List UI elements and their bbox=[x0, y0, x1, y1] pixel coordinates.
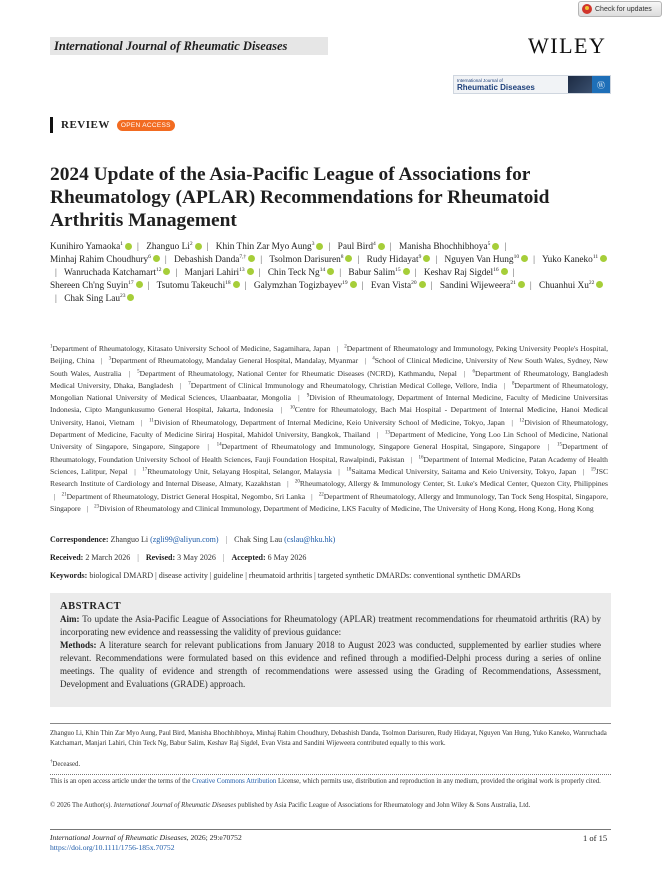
author-affiliation-mark: 12 bbox=[155, 266, 162, 273]
affiliation-separator: | bbox=[100, 356, 103, 366]
author[interactable] bbox=[254, 281, 357, 291]
keywords bbox=[50, 571, 610, 580]
affiliation-number: 5 bbox=[137, 369, 140, 375]
affiliation-separator: | bbox=[503, 380, 506, 390]
author-separator: | bbox=[389, 242, 392, 252]
orcid-icon[interactable] bbox=[600, 255, 607, 262]
affiliation-separator: | bbox=[336, 344, 339, 353]
license-post: License, which permits use, distribution and reproduction in any medium, provided the original work is properly cited. bbox=[278, 778, 601, 785]
affiliation-number: 18 bbox=[346, 467, 352, 473]
author-name: Minhaj Rahim Choudhury bbox=[50, 254, 149, 265]
correspondence-email-1[interactable]: (zgli99@aliyun.com) bbox=[150, 535, 219, 544]
affiliation-separator: | bbox=[511, 417, 513, 427]
author[interactable] bbox=[157, 281, 240, 291]
author-name: Tsutomu Takeuchi bbox=[156, 280, 226, 291]
affiliation-separator: | bbox=[54, 491, 56, 501]
wiley-logo-icon: Ⓦ bbox=[592, 76, 610, 94]
keywords-label: Keywords: bbox=[50, 571, 88, 580]
author-name: Keshav Raj Sigdel bbox=[423, 267, 494, 278]
article-type-label: REVIEW bbox=[61, 119, 110, 131]
author[interactable] bbox=[174, 255, 255, 265]
author[interactable] bbox=[216, 242, 324, 252]
affiliation-text: Department of Rheumatology, District General Hospital, Negombo, Sri Lanka bbox=[66, 491, 306, 501]
affiliation-text: Rheumatology, Allergy & Immunology Center, St. Luke's Medical Center, Quezon City, Philippines bbox=[299, 479, 608, 489]
affiliation-text: Department of Rheumatology and Immunology, Peking University People's Hospital, Beijing, China bbox=[50, 344, 608, 366]
affiliation bbox=[295, 479, 608, 488]
affiliation-text: Department of Medicine, Yong Loo Lin School of Medicine, National University of Singapore, Singapore, Singapore bbox=[50, 430, 609, 452]
author-separator: | bbox=[55, 293, 57, 304]
page-footer-divider bbox=[50, 829, 611, 830]
affiliation-number: 13 bbox=[384, 430, 390, 436]
affiliation-text: Department of Rheumatology, Bangladesh Medical University, Dhaka, Bangladesh bbox=[50, 368, 608, 390]
author-name: Chuanhui Xu bbox=[539, 280, 589, 291]
keyword: biological DMARD bbox=[89, 571, 154, 580]
affiliation-text: Department of Rheumatology, Allergy and Immunology, Tan Tock Seng Hospital, Singapore, Singapore bbox=[50, 491, 609, 513]
affiliation-text: Department of Rheumatology, Mandalay General Hospital, Mandalay, Myanmar bbox=[111, 356, 359, 366]
methods-text: A literature search for relevant publications from January 2018 to August 2023 was conducted, supplemented by earlier studies where relevant. Recommendations were formulated based on this evidence and refined through a modified-Delphi process during a series of online meetings. The quality of evidence and strength of recommendations were assessed using the Grading of Recommendations, Assessment, Development and Evaluations (GRADE) approach. bbox=[60, 640, 601, 689]
author-name: Yuko Kaneko bbox=[541, 254, 593, 265]
correspondence-label: Correspondence: bbox=[50, 535, 109, 544]
author-name: Chak Sing Lau bbox=[64, 293, 120, 304]
keyword: disease activity bbox=[158, 571, 208, 580]
affiliation-number: 17 bbox=[142, 467, 148, 473]
author-affiliation-mark: 16 bbox=[493, 266, 499, 273]
affiliation-number: 2 bbox=[344, 344, 347, 350]
keyword: guideline bbox=[213, 571, 244, 580]
author-separator: | bbox=[361, 280, 364, 291]
author-separator: | bbox=[258, 267, 261, 278]
author-separator: | bbox=[55, 267, 57, 278]
author-affiliation-mark: 23 bbox=[119, 292, 126, 299]
author-affiliation-mark: 21 bbox=[510, 279, 516, 286]
deceased-text: Deceased. bbox=[52, 761, 81, 768]
author-list bbox=[50, 241, 610, 306]
author[interactable] bbox=[64, 294, 134, 304]
author-affiliation-mark: 13 bbox=[239, 266, 245, 273]
affiliation-separator: | bbox=[298, 393, 300, 403]
author[interactable] bbox=[269, 255, 352, 265]
cc-license-link[interactable]: Creative Commons Attribution bbox=[192, 778, 277, 785]
journal-cover-image bbox=[568, 76, 592, 94]
separator: | bbox=[222, 553, 225, 562]
author-affiliation-mark: 19 bbox=[342, 279, 348, 286]
author-affiliation-mark: 11 bbox=[592, 253, 599, 260]
author-affiliation-mark: 2 bbox=[189, 240, 193, 247]
author-affiliation-mark: 3 bbox=[311, 240, 315, 247]
equal-contribution-note: Zhanguo Li, Khin Thin Zar Myo Aung, Paul Bird, Manisha Bhochhibhoya, Minhaj Rahim Choudhury, Debashish Danda, Tsolmon Darisuren, Rudy Hidayat, Nguyen Van Hung, Yuko Kaneko, Wanruchada Katchamart, Manjari Lahiri, Chin Teck Ng, Babur Salim, Keshav Raj Sigdel, Evan Vista and Sandini Wijeweera contributed equally to this work. bbox=[50, 730, 607, 748]
author[interactable] bbox=[424, 268, 508, 278]
deceased-note bbox=[50, 760, 610, 770]
keyword: targeted synthetic DMARDs: conventional synthetic DMARDs bbox=[317, 571, 521, 580]
affiliation bbox=[346, 467, 576, 476]
orcid-icon[interactable] bbox=[127, 294, 134, 301]
author-affiliation-mark: 15 bbox=[395, 266, 401, 273]
author[interactable] bbox=[268, 268, 334, 278]
affiliation-separator: | bbox=[141, 417, 143, 427]
orcid-icon[interactable] bbox=[136, 281, 143, 288]
affiliation-separator: | bbox=[547, 442, 550, 452]
affiliation-number: 12 bbox=[519, 418, 525, 424]
keyword-separator: | bbox=[312, 571, 318, 580]
license-divider bbox=[50, 774, 611, 775]
orcid-icon[interactable] bbox=[403, 268, 410, 275]
correspondence bbox=[50, 535, 610, 544]
affiliation-text: Department of Rheumatology, Kitasato University School of Medicine, Sagamihara, Japan bbox=[52, 344, 331, 353]
author[interactable] bbox=[185, 268, 254, 278]
author-affiliation-mark: 8 bbox=[340, 253, 344, 260]
affiliation-number: 20 bbox=[294, 479, 300, 485]
abstract-methods bbox=[60, 639, 601, 691]
copyright-journal: International Journal of Rheumatic Diseases bbox=[113, 802, 237, 809]
author-name: Rudy Hidayat bbox=[366, 254, 419, 265]
license-note bbox=[50, 777, 610, 787]
affiliation-text: Department of Rheumatology, National Center for Rheumatic Diseases (NCRD), Kathmandu, Nepal bbox=[139, 368, 457, 378]
author-name: Manisha Bhochhibhoya bbox=[399, 242, 488, 252]
check-for-updates-label: Check for updates bbox=[595, 5, 652, 13]
affiliation-number: 3 bbox=[108, 356, 112, 362]
author[interactable] bbox=[542, 255, 607, 265]
author-name: Tsolmon Darisuren bbox=[269, 254, 341, 265]
author-affiliation-mark: 17 bbox=[128, 279, 134, 286]
author-separator: | bbox=[339, 267, 342, 278]
author[interactable] bbox=[445, 255, 529, 265]
affiliation bbox=[50, 344, 330, 353]
author-affiliation-mark: 22 bbox=[588, 279, 595, 286]
author-affiliation-mark: 7,† bbox=[239, 253, 247, 260]
separator: | bbox=[225, 535, 228, 544]
keyword: rheumatoid arthritis bbox=[248, 571, 313, 580]
author-affiliation-mark: 18 bbox=[225, 279, 231, 286]
affiliation-text: Division of Rheumatology, Department of Medicine, Faculty of Medicine Siriraj Hospital, Mahidol University, Bangkok, Thailand bbox=[50, 417, 609, 440]
affiliations bbox=[50, 343, 608, 515]
author-affiliation-mark: 20 bbox=[411, 279, 417, 286]
affiliation-text: School of Clinical Medicine, University of New South Wales, Sydney, New South Wales, Australia bbox=[50, 356, 608, 378]
author[interactable] bbox=[338, 242, 385, 252]
license-pre: This is an open access article under the terms of the bbox=[50, 778, 191, 785]
citation-journal: International Journal of Rheumatic Diseases, bbox=[50, 833, 189, 842]
check-for-updates-button[interactable] bbox=[578, 1, 662, 17]
affiliation-separator: | bbox=[287, 479, 289, 489]
affiliation-text: Department of Internal Medicine, Patan Academy of Health Sciences, Lalitpur, Nepal bbox=[50, 454, 608, 476]
affiliation-separator: | bbox=[463, 368, 466, 378]
affiliation-number: 23 bbox=[94, 504, 100, 510]
orcid-icon[interactable] bbox=[518, 281, 525, 288]
affiliation bbox=[188, 381, 497, 390]
affiliation bbox=[109, 356, 359, 365]
affiliation-text: Department of Clinical Immunology and Rheumatology, Christian Medical College, Vellore, India bbox=[190, 380, 498, 390]
author-name: Kunihiro Yamaoka bbox=[50, 242, 121, 252]
author-separator: | bbox=[533, 254, 535, 265]
author-affiliation-mark: 4 bbox=[373, 240, 376, 247]
affiliation-separator: | bbox=[311, 491, 313, 501]
keyword-list bbox=[89, 571, 520, 580]
affiliation-separator: | bbox=[364, 356, 366, 366]
author-name: Evan Vista bbox=[370, 280, 412, 291]
author[interactable] bbox=[371, 281, 426, 291]
author-name: Nguyen Van Hung bbox=[444, 254, 514, 265]
affiliation-text: Rheumatology Unit, Selayang Hospital, Selangor, Malaysia bbox=[147, 466, 332, 476]
orcid-icon[interactable] bbox=[378, 243, 385, 250]
orcid-icon[interactable] bbox=[419, 281, 426, 288]
author[interactable] bbox=[367, 255, 431, 265]
affiliation-number: 9 bbox=[306, 393, 310, 399]
author-separator: | bbox=[137, 242, 139, 252]
affiliation-separator: | bbox=[582, 466, 585, 476]
affiliation-number: 4 bbox=[372, 356, 375, 362]
revised-label: Revised: bbox=[145, 553, 176, 562]
author-separator: | bbox=[175, 267, 178, 278]
keyword-separator: | bbox=[207, 571, 214, 580]
received-label: Received: bbox=[50, 553, 84, 562]
author[interactable] bbox=[50, 242, 132, 252]
affiliation-separator: | bbox=[376, 430, 379, 440]
affiliation-number: 7 bbox=[188, 381, 191, 387]
affiliation-separator: | bbox=[134, 466, 136, 476]
affiliation bbox=[94, 504, 594, 513]
author-name: Babur Salim bbox=[348, 267, 396, 278]
author-separator: | bbox=[512, 267, 515, 278]
crossmark-icon bbox=[582, 4, 592, 14]
author-name: Chin Teck Ng bbox=[267, 267, 320, 278]
correspondence-name-2: Chak Sing Lau bbox=[234, 535, 283, 544]
affiliation-number: 15 bbox=[557, 442, 563, 448]
author[interactable] bbox=[64, 268, 170, 278]
correspondence-email-2[interactable]: (cslau@hku.hk) bbox=[284, 535, 336, 544]
article-title: 2024 Update of the Asia-Pacific League of Associations for Rheumatology (APLAR) Recommendations for Rheumatoid Arthritis Management bbox=[50, 164, 550, 231]
orcid-icon[interactable] bbox=[501, 268, 508, 275]
author-separator: | bbox=[328, 242, 331, 252]
affiliation-number: 21 bbox=[61, 492, 67, 498]
affiliation bbox=[217, 442, 540, 451]
orcid-icon[interactable] bbox=[350, 281, 357, 288]
author-affiliation-mark: 1 bbox=[120, 240, 123, 247]
author[interactable] bbox=[539, 281, 603, 291]
abstract-aim bbox=[60, 613, 601, 639]
methods-label: Methods: bbox=[60, 640, 97, 650]
author-separator: | bbox=[529, 280, 532, 291]
author-name: Galymzhan Togizbayev bbox=[253, 280, 343, 291]
author-separator: | bbox=[504, 242, 507, 252]
aim-text: To update the Asia-Pacific League of Associations for Rheumatology (APLAR) treatment recommendations for rheumatoid arthritis (RA) by incorporating new evidence and reassessing the validity of previous guidance: bbox=[60, 614, 601, 637]
affiliation-text: Saitama Medical University, Saitama and Keio University, Tokyo, Japan bbox=[351, 466, 577, 476]
affiliation bbox=[62, 492, 306, 501]
journal-name-banner: International Journal of Rheumatic Diseases bbox=[50, 37, 328, 55]
author-separator: | bbox=[414, 267, 417, 278]
separator: | bbox=[137, 553, 139, 562]
affiliation-text: Department of Rheumatology, Foundation University School of Health Sciences, Fauji Foundation Hospital, Rawalpindi, Pakistan bbox=[50, 442, 608, 464]
publisher-logo: WILEY bbox=[528, 33, 607, 58]
affiliation bbox=[142, 467, 332, 476]
affiliation-separator: | bbox=[207, 442, 209, 452]
orcid-icon[interactable] bbox=[195, 243, 202, 250]
aim-label: Aim: bbox=[60, 614, 80, 624]
author-name: Manjari Lahiri bbox=[184, 267, 240, 278]
author-separator: | bbox=[435, 254, 438, 265]
revised-date: 3 May 2026 bbox=[177, 553, 216, 562]
affiliation-number: 1 bbox=[50, 344, 53, 350]
affiliation-number: 14 bbox=[216, 442, 222, 448]
affiliation-separator: | bbox=[410, 454, 413, 464]
orcid-icon[interactable] bbox=[596, 281, 603, 288]
author-name: Zhanguo Li bbox=[146, 242, 190, 252]
deceased-mark: † bbox=[50, 759, 53, 765]
correspondence-name-1: Zhanguo Li bbox=[110, 535, 149, 544]
author-affiliation-mark: 6 bbox=[148, 253, 151, 260]
author[interactable] bbox=[146, 242, 201, 252]
accepted-date: 6 May 2026 bbox=[267, 553, 307, 562]
author-separator: | bbox=[147, 280, 150, 291]
affiliation-text: Department of Rheumatology, Mongolian National University of Medical Sciences, Ulaanbaatar, Mongolia bbox=[50, 380, 608, 403]
footnote-divider bbox=[50, 723, 611, 724]
affiliation-separator: | bbox=[280, 405, 283, 415]
author[interactable] bbox=[440, 281, 525, 291]
journal-cover-line2: Rheumatic Diseases bbox=[457, 83, 535, 92]
journal-cover-thumbnail[interactable] bbox=[453, 75, 611, 94]
affiliation-separator: | bbox=[128, 368, 131, 378]
author-separator: | bbox=[430, 280, 433, 291]
author-separator: | bbox=[164, 254, 167, 265]
affiliation-number: 11 bbox=[149, 418, 154, 424]
keyword-separator: | bbox=[153, 571, 159, 580]
keyword-separator: | bbox=[243, 571, 249, 580]
author-name: Sandini Wijeweera bbox=[439, 280, 511, 291]
abstract-box bbox=[50, 593, 611, 707]
author-affiliation-mark: 14 bbox=[319, 266, 326, 273]
author-name: Debashish Danda bbox=[174, 254, 240, 265]
copyright-pre: © 2026 The Author(s). bbox=[50, 802, 113, 809]
orcid-icon[interactable] bbox=[247, 268, 254, 275]
affiliation-text: JSC Research Institute of Cardiology and Internal Disease, Almaty, Kazakhstan bbox=[50, 466, 609, 489]
author[interactable] bbox=[50, 281, 143, 291]
affiliation-text: Division of Rheumatology and Clinical Immunology, Department of Medicine, LKS Faculty of Medicine, The University of Hong Kong, Hong Kong, Hong Kong bbox=[99, 503, 594, 513]
abstract-heading: ABSTRACT bbox=[60, 601, 122, 612]
affiliation-number: 10 bbox=[289, 405, 295, 411]
article-type bbox=[50, 117, 175, 133]
affiliation bbox=[149, 418, 505, 427]
author-name: Khin Thin Zar Myo Aung bbox=[215, 242, 312, 252]
affiliation-text: Division of Rheumatology, Department of Internal Medicine, Keio University School of Medicine, Tokyo, Japan bbox=[153, 417, 505, 427]
author-name: Paul Bird bbox=[337, 242, 374, 252]
accepted-label: Accepted: bbox=[231, 553, 266, 562]
author[interactable] bbox=[50, 255, 160, 265]
article-dates bbox=[50, 553, 610, 562]
orcid-icon[interactable] bbox=[153, 255, 160, 262]
author-separator: | bbox=[244, 280, 247, 291]
author-separator: | bbox=[260, 254, 263, 265]
author-name: Shereen Ch'ng Suyin bbox=[50, 280, 129, 291]
author-affiliation-mark: 5 bbox=[487, 240, 491, 247]
affiliation-number: 16 bbox=[418, 455, 424, 461]
open-access-badge[interactable]: OPEN ACCESS bbox=[117, 120, 175, 131]
affiliation-separator: | bbox=[180, 380, 182, 390]
author-separator: | bbox=[206, 242, 209, 252]
affiliation bbox=[137, 369, 457, 378]
citation-details: 2026; 29:e70752 bbox=[190, 833, 242, 842]
copyright-note bbox=[50, 801, 610, 811]
orcid-icon[interactable] bbox=[233, 281, 240, 288]
copyright-post: published by Asia Pacific League of Associations for Rheumatology and John Wiley & Sons Australia, Ltd. bbox=[237, 802, 531, 809]
author-affiliation-mark: 9 bbox=[418, 253, 422, 260]
page-number: 1 of 15 bbox=[583, 833, 608, 843]
author-name: Wanruchada Katchamart bbox=[64, 267, 156, 278]
received-date: 2 March 2026 bbox=[85, 553, 131, 562]
doi-link[interactable]: https://doi.org/10.1111/1756-185x.70752 bbox=[50, 843, 175, 852]
journal-cover-line1: International Journal of bbox=[457, 78, 503, 83]
article-type-bar bbox=[50, 117, 53, 133]
author[interactable] bbox=[399, 242, 499, 252]
affiliation-number: 8 bbox=[511, 381, 515, 387]
author[interactable] bbox=[348, 268, 409, 278]
affiliation-number: 19 bbox=[590, 467, 596, 473]
affiliation-number: 6 bbox=[472, 369, 476, 375]
affiliation-text: Centre for Rheumatology, Bach Mai Hospital - Department of Internal Medicine, Hanoi Medical University, Hanoi, Vietnam bbox=[50, 405, 609, 427]
author-separator: | bbox=[357, 254, 360, 265]
affiliation-text: Department of Rheumatology and Immunology, Singapore General Hospital, Singapore, Singapore bbox=[221, 442, 540, 452]
affiliation-text: Division of Rheumatology, Department of Internal Medicine, Faculty of Medicine Universitas Indonesia, Cipto Mangunkusumo General Hospital, Jakarta, Indonesia bbox=[50, 393, 609, 415]
author-affiliation-mark: 10 bbox=[513, 253, 520, 260]
orcid-icon[interactable] bbox=[125, 243, 132, 250]
affiliation-number: 22 bbox=[318, 492, 324, 498]
citation bbox=[50, 833, 242, 853]
affiliation-separator: | bbox=[338, 466, 340, 476]
affiliation-separator: | bbox=[86, 503, 89, 513]
